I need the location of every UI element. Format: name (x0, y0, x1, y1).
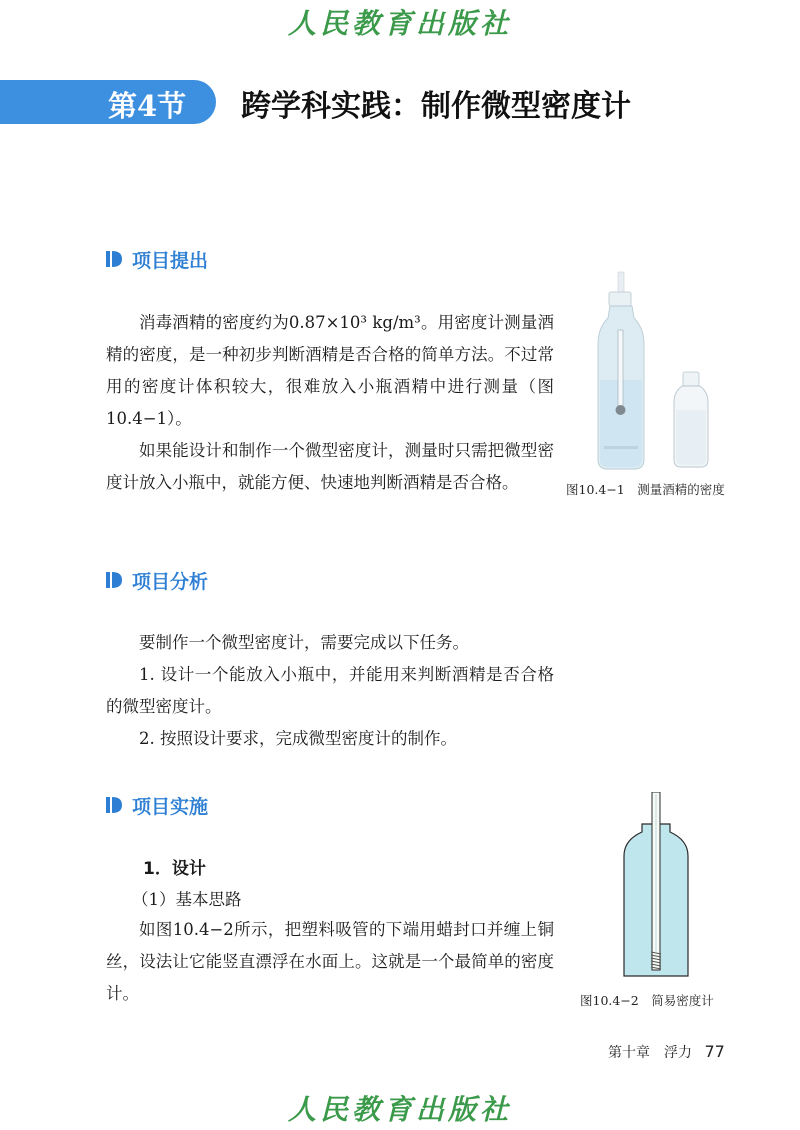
heading-text: 项目实施 (132, 795, 209, 818)
publisher-logo-bottom: 人民教育出版社 (287, 1093, 512, 1126)
implementation-paragraph-1: 如图10.4−2所示，把塑料吸管的下端用蜡封口并缠上铜丝，设法让它能竖直漂浮在水面上。这就是一个最简单的密度计。 (106, 920, 554, 1003)
section-number: 第4节 (108, 89, 187, 123)
figure-bottles (580, 270, 730, 475)
figure-2-caption: 图10.4−2 简易密度计 (580, 993, 714, 1008)
heading-project-analysis (106, 566, 208, 594)
analysis-task-1: 1. 设计一个能放入小瓶中，并能用来判断酒精是否合格的微型密度计。 (106, 665, 554, 716)
chapter-label: 第十章 浮力 (608, 1045, 692, 1061)
intro-paragraph-2: 如果能设计和制作一个微型密度计，测量时只需把微型密度计放入小瓶中，就能方便、快速地判断酒精是否合格。 (106, 441, 554, 492)
analysis-task-2: 2. 按照设计要求，完成微型密度计的制作。 (139, 729, 457, 748)
section-title: 跨学科实践：制作微型密度计 (241, 89, 631, 124)
heading-marker-icon (106, 250, 122, 268)
heading-project-proposal (106, 245, 208, 273)
analysis-paragraph-1: 要制作一个微型密度计，需要完成以下任务。 (139, 633, 469, 652)
heading-project-implementation (106, 791, 208, 819)
heading-text: 项目分析 (132, 570, 209, 593)
publisher-logo-top: 人民教育出版社 (287, 7, 512, 40)
figure-1-caption: 图10.4−1 测量酒精的密度 (566, 482, 725, 497)
page-footer (608, 1042, 725, 1062)
section-tab (0, 80, 216, 124)
heading-marker-icon (106, 796, 122, 814)
intro-paragraphs (106, 307, 554, 499)
intro-paragraph-1: 消毒酒精的密度约为0.87×10³ kg/m³。用密度计测量酒精的密度，是一种初步判断酒精是否合格的简单方法。不过常用的密度计体积较大，很难放入小瓶酒精中进行测量（图10.4−1）。 (106, 313, 554, 428)
heading-text: 项目提出 (132, 249, 209, 272)
implementation-paragraph (106, 914, 554, 1010)
analysis-paragraphs (106, 627, 554, 755)
heading-marker-icon (106, 571, 122, 589)
figure-simple-hydrometer (618, 792, 694, 980)
step-design-heading: 1．设计 (143, 859, 206, 879)
basic-idea-label: （1）基本思路 (132, 890, 242, 909)
page-number: 77 (704, 1042, 725, 1061)
